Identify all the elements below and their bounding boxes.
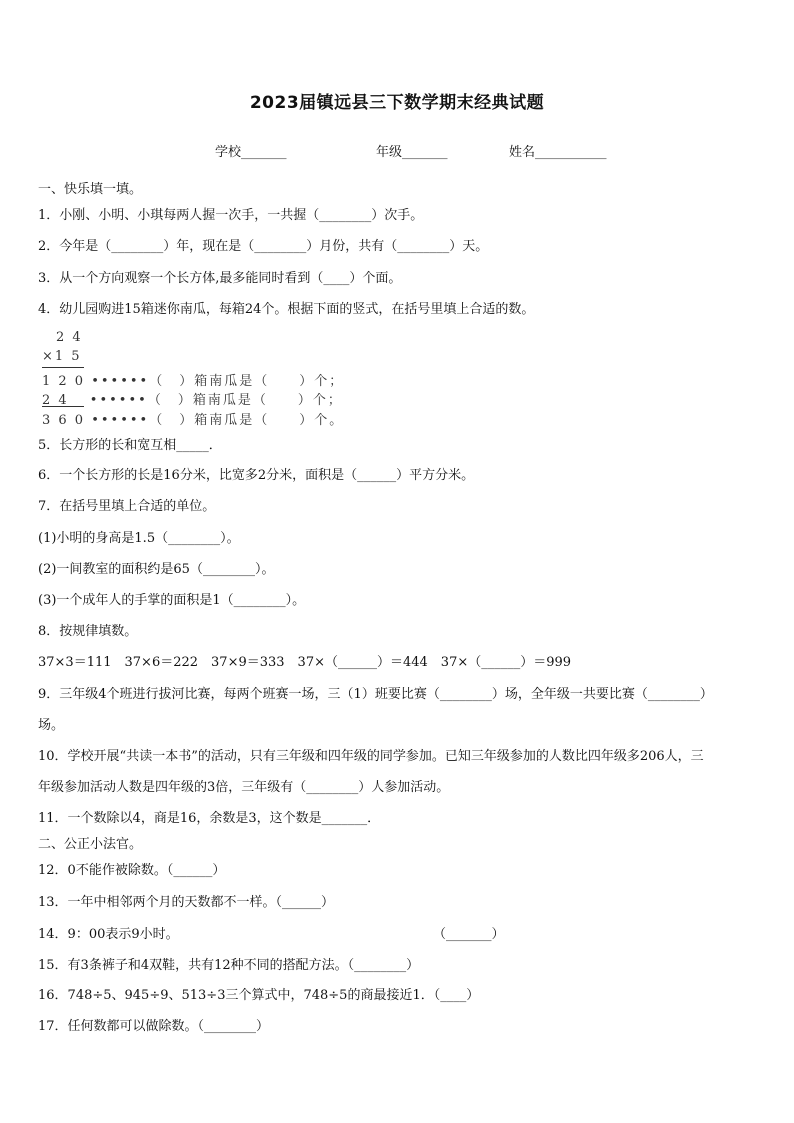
- question-12: 12．0不能作被除数。（______）: [38, 863, 226, 878]
- school-field[interactable]: 学校_______: [215, 145, 287, 160]
- calc-row-product: 3 6 0 ••••••（ ）箱南瓜是（ ）个。: [42, 413, 345, 428]
- question-17: 17．任何数都可以做除数。（________）: [38, 1019, 270, 1034]
- question-1: 1．小刚、小明、小琪每两人握一次手，一共握（________）次手。: [38, 208, 424, 223]
- calc-divider: [42, 406, 84, 407]
- question-14-answer-blank: （_______）: [433, 927, 505, 942]
- question-15: 15．有3条裤子和4双鞋，共有12种不同的搭配方法。（________）: [38, 958, 420, 973]
- question-10: 10．学校开展“共读一本书”的活动，只有三年级和四年级的同学参加。已知三年级参加的人数比四年级多206人，三: [38, 749, 704, 764]
- section-heading-1: 一、快乐填一填。: [38, 182, 143, 197]
- question-11: 11．一个数除以4，商是16，余数是3，这个数是_______．: [38, 811, 381, 826]
- question-7: 7．在括号里填上合适的单位。: [38, 499, 216, 514]
- calc-row-partial-1: 1 2 0 ••••••（ ）箱南瓜是（ ）个；: [42, 374, 345, 389]
- question-9: 9．三年级4个班进行拔河比赛，每两个班赛一场，三（1）班要比赛（________）场，全年级一共要比赛（________）: [38, 687, 713, 702]
- question-14: 14．9：00表示9小时。: [38, 927, 179, 942]
- calc-row-partial-2: 2 4 ••••••（ ）箱南瓜是（ ）个；: [42, 393, 343, 408]
- question-8: 8．按规律填数。: [38, 624, 138, 639]
- question-10-continued: 年级参加活动人数是四年级的3倍，三年级有（________）人参加活动。: [38, 780, 450, 795]
- question-5: 5．长方形的长和宽互相_____．: [38, 438, 222, 453]
- name-field[interactable]: 姓名___________: [509, 145, 607, 160]
- page-title: 2023届镇远县三下数学期末经典试题: [249, 93, 545, 113]
- question-2: 2．今年是（________）年，现在是（________）月份，共有（________）天。: [38, 239, 489, 254]
- calc-divider: [42, 367, 84, 368]
- question-13: 13．一年中相邻两个月的天数都不一样。（______）: [38, 895, 335, 910]
- grade-field[interactable]: 年级_______: [376, 145, 448, 160]
- question-3: 3．从一个方向观察一个长方体,最多能同时看到（____）个面。: [38, 271, 402, 286]
- question-9-continued: 场。: [38, 718, 65, 733]
- calc-row-multiplier: ×1 5: [42, 349, 82, 364]
- question-16: 16．748÷5、945÷9、513÷3三个算式中，748÷5的商最接近1．（____）: [38, 988, 480, 1003]
- question-7-part-2: (2)一间教室的面积约是65（________）。: [38, 562, 275, 577]
- calc-row-multiplicand: 2 4: [56, 330, 83, 345]
- question-6: 6．一个长方形的长是16分米，比宽多2分米，面积是（______）平方分米。: [38, 468, 475, 483]
- question-4: 4．幼儿园购进15箱迷你南瓜，每箱24个。根据下面的竖式，在括号里填上合适的数。: [38, 302, 535, 317]
- question-7-part-3: (3)一个成年人的手掌的面积是1（________）。: [38, 593, 306, 608]
- question-8-sequence: 37×3＝111 37×6＝222 37×9＝333 37×（______）＝444 37×（______）＝999: [38, 655, 572, 670]
- question-7-part-1: (1)小明的身高是1.5（________）。: [38, 531, 240, 546]
- section-heading-2: 二、公正小法官。: [38, 837, 143, 852]
